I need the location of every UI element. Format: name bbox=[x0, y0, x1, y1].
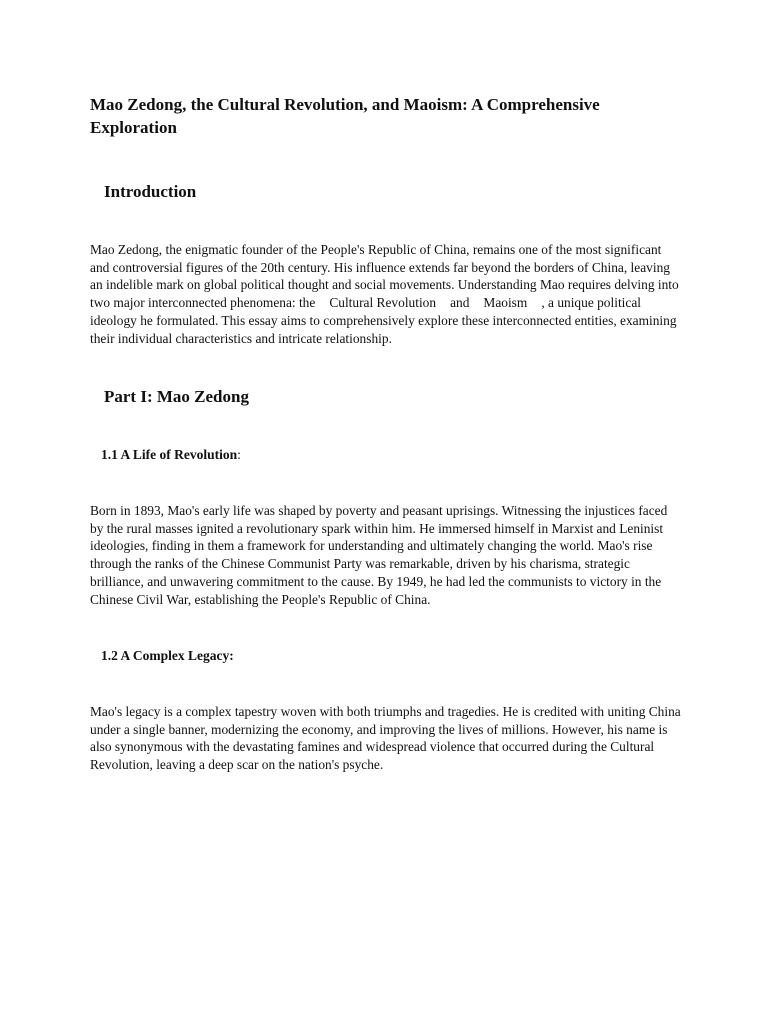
section-1-1-heading bbox=[101, 446, 241, 464]
section-1-1-title: 1.1 A Life of Revolution bbox=[101, 447, 238, 462]
section-1-2-heading: 1.2 A Complex Legacy: bbox=[101, 648, 234, 663]
introduction-text-end: , a unique political ideology he formulated. This essay aims to comprehensively explore these interconnected entities, examining their individual characteristics and intricate relationship. bbox=[90, 295, 677, 346]
term-cultural-revolution: Cultural Revolution bbox=[329, 295, 437, 311]
part-1-heading: Part I: Mao Zedong bbox=[104, 387, 249, 406]
introduction-heading: Introduction bbox=[104, 182, 197, 201]
section-1-1-paragraph: Born in 1893, Mao's early life was shaped by poverty and peasant uprisings. Witnessing the injustices faced by the rural masses ignited a revolutionary spark within him. He immersed himself in Marxist and Leninist ideologies, finding in them a framework for understanding and ultimately changing the world. Mao's rise through the ranks of the Chinese Communist Party was remarkable, driven by his charisma, strategic brilliance, and unwavering commitment to the cause. By 1949, he had led the communists to victory in the Chinese Civil War, establishing the People's Republic of China. bbox=[90, 503, 668, 607]
introduction-text-start: Mao Zedong, the enigmatic founder of the People's Republic of China, remains one of the most significant and controversial figures of the 20th century. His influence extends far beyond the borders of China, leaving an indelible mark on global political thought and social movements. Understanding Mao requires delving into two major interconnected phenomena: the bbox=[90, 242, 679, 311]
introduction-paragraph bbox=[90, 241, 682, 347]
section-1-2-paragraph: Mao's legacy is a complex tapestry woven with both triumphs and tragedies. He is credited with uniting China under a single banner, modernizing the economy, and improving the lives of millions. However, his name is also synonymous with the devastating famines and widespread violence that occurred during the Cultural Revolution, leaving a deep scar on the nation's psyche. bbox=[90, 704, 681, 773]
term-maoism: Maoism bbox=[483, 295, 528, 311]
section-1-1-colon: : bbox=[237, 447, 241, 462]
document-title: Mao Zedong, the Cultural Revolution, and Maoism: A Comprehensive Exploration bbox=[90, 95, 600, 137]
introduction-conjunction: and bbox=[450, 295, 470, 311]
